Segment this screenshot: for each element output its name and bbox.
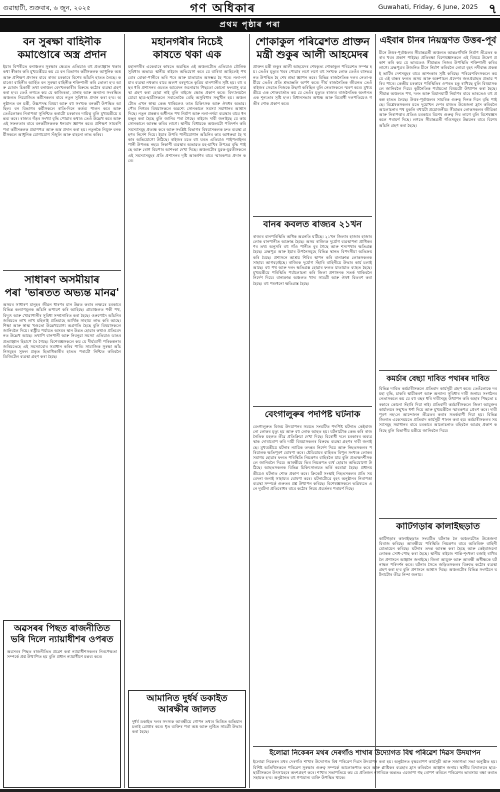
article-body: অসমৰ সাধাৰণ মানুহৰ জীৱন ধাৰণৰ মান উন্নত কৰাৰ লক্ষ্যৰে চৰকাৰে বিভিন্ন কল্যাণমূলক আঁচনি ৰূপায়ণ কৰি আহিছে। গ্ৰামাঞ্চলত পকী পথ, বিদ্যুৎ আৰু খোৱাপানীৰ সুবিধা সম্প্ৰসাৰিত কৰা হৈছে। ওৰুণোদৈ আঁচনিৰ জৰিয়তে লাখ লাখ মহিলাই প্ৰতিমাহে আৰ্থিক সাহায্য লাভ কৰি আছে। শিক্ষা আৰু স্বাস্থ্য খণ্ডতো উল্লেখযোগ্য অগ্ৰগতি হৈছে বুলি বিষয়াসকলে জানিবলৈ দিয়ে। ৰাষ্ট্ৰীয় পৰ্যায়ত অসমৰ স্থান উন্নত হোৱাৰ কথাও প্ৰতিবেদনত উল্লেখ আছে। তথাপি বানপানী আৰু নিবনুৱা সমস্যা এতিয়াও ডাঙৰ প্ৰত্যাহ্বান হিচাপে ৰৈ গৈছে। বিশেষজ্ঞসকলে কয় যে দীৰ্ঘম্যাদী পৰিকল্পনাৰ জৰিয়তেহে এই সমস্যাবোৰ সমাধান কৰিব পাৰি। সামাজিক সুৰক্ষা আঁচনিসমূহৰ সুফল প্ৰকৃত হিতাধিকাৰীৰ হাতত পৰাটো নিশ্চিত কৰিবলৈ ডিজিটেল ব্যৱস্থা গ্ৰহণ কৰা হৈছে। [3,302,121,360]
article-headline: কাটিগড়াৰ কালাইছড়াত [396,522,480,532]
section-title-bar: প্ৰথম পৃষ্ঠাৰ পৰা [0,18,500,32]
article-body: কাটিগড়াৰ কালাইছড়াত সংঘটিত ঘটনাক লৈ অঞ্চলটোত উত্তেজনা বিৰাজ কৰিছে। আৰক্ষীয়ে পৰিস্থিতি নিয়ন্ত্ৰণৰ বাবে অতিৰিক্ত বাহিনী মোতায়েন কৰিছে। ঘটনাৰ তদন্ত আৰম্ভ কৰা হৈছে আৰু কেইবাজনো লোকক সোধ-পোছ কৰা হৈছে। স্থানীয় ৰাইজে শান্তি-শৃংখলা বজাই ৰাখিবলৈ প্ৰশাসনে আহ্বান জনাইছে। জিলা আয়ুক্ত আৰু আৰক্ষী অধীক্ষকে ঘটনাস্থল পৰিদৰ্শন কৰে। ঘটনাৰ সৈতে জড়িতসকলৰ বিৰুদ্ধে কঠোৰ ব্যৱস্থা গ্ৰহণ কৰা হ'ব বুলি প্ৰশাসনে আশ্বাস দিছে। অঞ্চলটোৰ বিভিন্ন সংগঠনে ঘটনাটোৰ তীব্ৰ নিন্দা জনায়। [379,535,497,578]
article-body: বেংগালুৰুত বিজয় উদযাপনৰ সময়ত সংঘটিত পদপিষ্ট ঘটনাত কেইবাজনো লোকৰ মৃত্যু হয় আৰু বহু লোক আহত হয়। ঘটনাটোক কেন্দ্ৰ কৰি ৰাজনৈতিক মহলত তীব্ৰ প্ৰতিক্ৰিয়া দেখা দিছে। বিৰোধী দলে চৰকাৰৰ অব্যৱস্থাক দোষাৰোপ কৰি দায়ী বিষয়াসকলৰ বিৰুদ্ধে ব্যৱস্থা গ্ৰহণৰ দাবী জনাইছে। মুখ্যমন্ত্ৰীয়ে ঘটনাৰ ন্যায়িক তদন্তৰ নিৰ্দেশ দিয়ে আৰু নিহতসকলৰ পৰিয়ালক ক্ষতিপূৰণ ঘোষণা কৰে। ষ্টেডিয়ামৰ বাহিৰত বিপুল সংখ্যক লোকৰ সমাগম হোৱাৰ ফলত পৰিস্থিতি নিয়ন্ত্ৰণৰ বাহিৰলৈ যায় বুলি প্ৰত্যক্ষদৰ্শীসকলে জানিবলৈ দিয়ে। আৰক্ষীয়ে ভিৰ নিয়ন্ত্ৰণত ব্যৰ্থ হোৱাৰ অভিযোগো উঠিছে। আহতসকলক বিভিন্ন চিকিৎসালয়ত ভৰ্তি কৰোৱা হৈছে। প্ৰধানমন্ত্ৰীয়েও ঘটনাত শোক প্ৰকাশ কৰে। ক্ৰিকেট সংস্থাই নিহতসকলৰ প্ৰতি সমবেদনা জনাই সাহায্যৰ ঘোষণা কৰে। ঘটনাটোৱে বৃহৎ অনুষ্ঠানৰ নিৰাপত্তা ব্যৱস্থা সম্পৰ্কে গুৰুতৰ প্ৰশ্ন উত্থাপন কৰিছে। বিশেষজ্ঞসকলে ভৱিষ্যতে এনে দুৰ্ঘটনা প্ৰতিৰোধৰ বাবে কঠোৰ নিয়ম প্ৰৱৰ্তনৰ পৰামৰ্শ দিছে। [253,423,372,492]
article-headline: অৱসৰৰ পিছত ৰাজনীতিত ভৰি দিলে ন্যায়াধীশৰ ওপৰত [10,624,114,645]
article-body: বিভিন্ন দাবিত কৰ্মচাৰীসকলে প্ৰতিবাদ কাৰ্যসূচী গ্ৰহণ কৰে। তেওঁলোকে দৰমহা বৃদ্ধি, চাকৰি স্থায়ীকৰণ আৰু অন্যান্য সুবিধাৰ দাবী জনায়। সংগঠনৰ নেতাসকলে কয় যে বহু বছৰ ধৰি দাবীসমূহ উত্থাপন কৰি অহাৰ পিছতো চৰকাৰে কোনো সঁহাৰি দিয়া নাই। প্ৰতিবাদী কৰ্মচাৰীসকলে জিলা আয়ুক্তৰ কাৰ্যালয়ৰ সন্মুখত ধৰ্ণা দিয়ে আৰু মুখ্যমন্ত্ৰীলৈ স্মাৰকপত্ৰ প্ৰেৰণ কৰে। দাবী পূৰণ নহ'লে আন্দোলন তীব্ৰতৰ কৰাৰ সতৰ্কবাণী দিয়া হয়। বিভিন্ন জিলাত একেসময়তে প্ৰতিবাদ কাৰ্যসূচী পালন কৰা হয়। কৰ্মচাৰীসকলৰ সমস্যাসমূহ সমাধানৰ বাবে চৰকাৰে আলোচনাত বহিবলৈ আগ্ৰহ প্ৰকাশ কৰিছে বুলি বিভাগীয় মন্ত্ৰীয়ে জানিবলৈ দিয়ে। [379,386,497,433]
article-headline: বন সুৰক্ষা বাহিনীক কমাণ্ডোৰে অস্ত্ৰ প্ৰদান [17,36,107,61]
article-body: দুৰ্ধৰ্ষ ডকাইত দলৰ সদস্যক আৰক্ষীয়ে গোপন তথ্যৰ ভিত্তিত অভিযান চলাই গ্ৰেপ্তাৰ কৰে। ধৃত ব্যক্তিৰ পৰা অস্ত্ৰ আৰু লুণ্ঠিত সামগ্ৰী উদ্ধাৰ কৰা হৈছে। [132,718,242,734]
article-assam-people [3,274,121,612]
column-divider [249,34,250,788]
article-katigorah [379,522,497,738]
column-divider [124,34,125,788]
masthead-date-assamese: গুৱাহাটী, শুক্ৰবাৰ, ৬ জুন, ২০২৫ [3,4,91,12]
article-condolence [253,36,372,212]
article-body: প্ৰাক্তন মন্ত্ৰী শুকুৰ আলী আহমেদৰ শেষকৃত্য শোকাকুল পৰিৱেশত সম্পন্ন হয়। তেওঁৰ মৃত্যুৰ খবৰ পোৱাৰ লগে লগে বহু সংখ্যক লোক তেওঁৰ বাসভৱনত উপস্থিত হৈ শেষ শ্ৰদ্ধা জ্ঞাপন কৰে। বিভিন্ন ৰাজনৈতিক দলৰ নেতা-কৰ্মীয়ে তেওঁৰ প্ৰতি শ্ৰদ্ধাঞ্জলি অৰ্পণ কৰে। দীৰ্ঘ ৰাজনৈতিক জীৱনত তেওঁ ৰাইজৰ সেৱাত নিজকে উছৰ্গা কৰিছিল বুলি নেতাসকলে স্মৰণ কৰে। মুখ্যমন্ত্ৰীয়ে এক শোকবাৰ্তাত কয় যে তেওঁৰ মৃত্যুত ৰাজ্যৰ ৰাজনৈতিক অংগনত এক শূন্যতাৰ সৃষ্টি হ'ল। বিধানসভাৰ অধ্যক্ষ আৰু বিৰোধী দলপতিয়েও গভীৰ শোক প্ৰকাশ কৰে। [253,64,372,106]
article-headline: কমৰ্চাৰ বেছ্যা দাবিত পথাৰৰ দাবিত [386,374,490,383]
article-headline: শোকাকুল পৰিৱেশত প্ৰাক্তন মন্ত্ৰী শুকুৰ আলী আহমেদৰ [255,36,370,61]
column-divider [375,34,376,788]
article-headline: বানৰ কবলত ৰাজ্যৰ ২১খন [263,220,362,230]
article-headline: এইবাৰ চীনৰ নিয়ন্ত্ৰণত উত্তৰ-পূৰ্ব [379,36,497,46]
article-bengaluru [253,410,372,742]
article-headline: আমানিত দুৰ্ধৰ্ষ ডকাইত আৰক্ষীৰ জালত [146,694,228,715]
divider [3,270,121,271]
article-flood [253,220,372,402]
article-body: ৰাজ্যৰ বানপৰিস্থিতি অধিক অৱনতি ঘটিছে। ২১খন জিলাৰ হাজাৰ হাজাৰ লোক বানপানীত আক্ৰান্ত হৈছে। অসম ৰাজ্যিক দুৰ্যোগ ব্যৱস্থাপনা প্ৰাধিকৰণৰ তথ্য অনুসৰি বহু গাঁও পানীত বুৰ গৈছে আৰু শস্যপথাৰ ক্ষতিগ্ৰস্ত হৈছে। ব্ৰহ্মপুত্ৰ আৰু ইয়াৰ উপনৈসমূহে বিভিন্ন স্থানত বিপদসীমা অতিক্ৰম কৰি বৈছে। প্ৰশাসনে আশ্ৰয় শিবিৰ স্থাপন কৰি বানাক্ৰান্ত লোকসকলক সাহায্য আগবঢ়াইছে। ৰাজ্যিক দুৰ্যোগ সঁহাৰি বাহিনীয়ে উদ্ধাৰ কাৰ্য চলাই আছে। বহু পথ আৰু দলং ক্ষতিগ্ৰস্ত হোৱাৰ ফলত যাতায়াত ব্যাহত হৈছে। মুখ্যমন্ত্ৰীয়ে পৰিস্থিতি পৰ্যালোচনা কৰি জিলা প্ৰশাসনক সতৰ্ক থাকিবলৈ নিৰ্দেশ দিয়ে। বানাক্ৰান্ত অঞ্চলত খাদ্য সামগ্ৰী আৰু ঔষধ বিতৰণ কৰা হৈছে। বহু পশুধনো ক্ষতিগ্ৰস্ত হৈছে। [253,233,372,286]
divider [379,370,497,371]
page-number: ৭ [488,2,497,17]
article-headline: ইলোৱা নিকেৰন মথৰ দেৰগাঁও শাখাৰ উদ্যোগত বিশ্ব পৰিৱেশ দিৱস উদযাপন [269,749,481,757]
article-headline: মহানগৰীৰ নিচেই কাষতে থকা এক [151,36,223,61]
masthead-date-english: Guwahati, Friday, 6 June, 2025 [378,3,478,11]
article-china [379,36,497,366]
article-headline: বেংগালুৰুৰ পদপিষ্ট ঘটনাক [264,410,361,420]
article-opposition [3,620,121,788]
article-body: অৱসৰৰ পিছত ৰাজনীতিত প্ৰৱেশ কৰা ন্যায়াধীশসকলৰ নিৰপেক্ষতা সম্পৰ্কে প্ৰশ্ন উত্থাপিত হয় বুলি প্ৰধান ন্যায়াধীশে মন্তব্য কৰে। [7,648,117,659]
divider [253,406,372,407]
article-body: ইলোৱা নিকেৰন মথৰ দেৰগাঁও শাখাৰ উদ্যোগত বিশ্ব পৰিৱেশ দিৱস উদযাপন কৰা হয়। অনুষ্ঠানত বৃক্ষৰোপণ কাৰ্যসূচী আৰু সজাগতা সভা অনুষ্ঠিত হয়। বিশিষ্ট অতিথিসকলে পৰিৱেশ সুৰক্ষাৰ গুৰুত্ব সম্পৰ্কে আলোকপাত কৰে আৰু প্লাষ্টিকৰ ব্যৱহাৰ হ্ৰাস কৰিবলৈ আহ্বান জনায়। স্থানীয় বিদ্যালয়ৰ ছাত্ৰ-ছাত্ৰীসকলে উৎসাহেৰে অংশগ্ৰহণ কৰে। শাখাৰ সভাপতিয়ে কয় যে প্ৰতিজন নাগৰিকে অন্ততঃ এজোপা গছ ৰোপণ কৰিলে পৰিৱেশৰ ভাৰসাম্য ৰক্ষা কৰাত সহায়ক হ'ব। অনুষ্ঠানত বহু গণ্যমান্য ব্যক্তি উপস্থিত থাকে। [253,759,497,780]
divider [253,216,372,217]
masthead [0,0,500,16]
article-headline: সাধাৰণ অসমীয়াৰ পৰা 'ভাৰতত অভ্যন্ত মানৱ' [4,274,120,299]
divider [379,518,497,519]
article-protest [379,374,497,514]
article-fraud [128,690,246,788]
article-forest-guard [3,36,121,266]
divider [253,746,497,747]
article-city-mess [128,36,246,676]
article-body: চীনে উত্তৰ-পূৰ্বাঞ্চলৰ সীমান্তৱৰ্তী অঞ্চলত আন্তঃগাঁথনি নিৰ্মাণ তীব্ৰতৰ কৰাৰ খবৰ প্ৰকাশ পাইছে। প্ৰতিৰক্ষা বিশেষজ্ঞসকলে এই বিষয়ে উদ্বেগ প্ৰকাশ কৰি কয় যে ভাৰতেও সীমান্তত নিজৰ উপস্থিতি শক্তিশালী কৰিব লাগে। ব্ৰহ্মপুত্ৰৰ উজনিত চীনে নিৰ্মাণ কৰিবলৈ লোৱা বৃহৎ নদীবান্ধ প্ৰকল্পই ভাটিৰ দেশসমূহৰ বাবে আশংকাৰ সৃষ্টি কৰিছে। পৰিৱেশবিদসকলে কয় যে এই বান্ধৰ ফলত অসম আৰু অৰুণাচল প্ৰদেশৰ জলপ্ৰৱাহত প্ৰভাৱ পৰিব পাৰে। কেন্দ্ৰীয় চৰকাৰে পৰিস্থিতিৰ ওপৰত চকু ৰাখিছে বুলি বিষয়াসকলে জানিবলৈ দিয়ে। কূটনৈতিক পৰ্যায়তো বিষয়টো উত্থাপন কৰা হৈছে। সীমান্ত অঞ্চলত পথ, দলং আৰু বিমানঘাটি নিৰ্মাণৰ বাবে ভাৰতেও বহু প্ৰকল্প হাতত লৈছে। উত্তৰ-পূৰ্বাঞ্চলৰ সামৰিক গুৰুত্ব দিনক দিনে বৃদ্ধি পাইছে। বিশ্লেষকসকলৰ মতে দুয়োখন দেশৰ মাজত উত্তেজনা হ্ৰাস কৰিবলৈ আলোচনাৰ পথ মুকলি ৰখাটো প্ৰয়োজনীয়। সীমান্তৰ লোকসকলৰ জীৱিকা আৰু নিৰাপত্তাৰ প্ৰতিও চৰকাৰে বিশেষ গুৰুত্ব দিব লাগে বুলি বিশেষজ্ঞসকলে পৰামৰ্শ দিছে। লগতে সীমান্তৱৰ্তী গাঁওসমূহৰ উন্নয়নৰ বাবে বিশেষ আঁচনি গ্ৰহণ কৰা হৈছে। [379,49,497,128]
article-environment-day [253,749,497,789]
article-body: ইয়াৰ বিপৰীতে বনাঞ্চলৰ সুৰক্ষাৰ ক্ষেত্ৰত এতিয়াও বহু প্ৰত্যাহ্বান থকাৰ কথা স্বীকাৰ কৰি মুখ্যমন্ত্ৰীয়ে কয় যে বন বিভাগৰ কৰ্মীসকলক আধুনিক অস্ত্ৰ আৰু প্ৰশিক্ষণ প্ৰদানৰ বাবে ৰাজ্য চৰকাৰে বিশেষ আঁচনি হাতত লৈছে। কমাণ্ডো বাহিনীৰ আৰ্হিত বন সুৰক্ষা বাহিনীক শক্তিশালী কৰি তোলা হ'ব আৰু চোৰাং চিকাৰী তথা বনাঞ্চল বেদখলকাৰীৰ বিৰুদ্ধে কঠোৰ ব্যৱস্থা গ্ৰহণ কৰা হ'ব। তেওঁ লগতে কয় যে কাজিৰঙা, মানাহ আৰু অন্যান্য সংৰক্ষিত অঞ্চলত নিয়োজিত কৰ্মীসকলৰ বাবে নতুন সুবিধাও প্ৰদান কৰা হ'ব। অনুষ্ঠানত বন মন্ত্ৰী, উচ্চপদস্থ বিষয়া আৰু বহু সংখ্যক বনকৰ্মী উপস্থিত আছিল। বন বিভাগৰ কৰ্মীসকলে ৰাতি-দিনে কৰ্তব্য পালন কৰে আৰু তেওঁলোকৰ নিৰাপত্তা সুনিশ্চিত কৰাটো চৰকাৰৰ দায়িত্ব বুলি মুখ্যমন্ত্ৰীয়ে মন্তব্য কৰে। ৰাজ্যৰ গঁড়ৰ সংখ্যা বৃদ্ধি পোৱাৰ কথাও তেওঁ উল্লেখ কৰে আৰু এই সফলতাৰ বাবে বনকৰ্মীসকলক ধন্যবাদ জ্ঞাপন কৰে। প্ৰশিক্ষণ সামৰণি পৰা কৰ্মীসকলক প্ৰমাণপত্ৰ আৰু অস্ত্ৰ প্ৰদান কৰা হয়। নতুনকৈ নিযুক্ত বনকৰ্মীসকলে আধুনিক যোগাযোগ সঁজুলি আৰু বাহনো লাভ কৰিব। [3,64,121,137]
article-body: মহানগৰীৰ একেবাৰে কাষতে অৱস্থিত এই অঞ্চলটোত এতিয়াও মৌলিক সুবিধাৰ অভাৱ। স্থানীয় ৰাইজে অভিযোগ কৰে যে বাৰিষা আহিলেই পথবোৰ বোকা-পানীৰে ভৰি পৰে আৰু যাতায়াত অসম্ভৱ হৈ পৰে। নলা-নৰ্দমাৰ ব্যৱস্থা নথকাৰ বাবে অলপ বৰষুণতে কৃত্ৰিম বানপানীৰ সৃষ্টি হয়। বহু বছৰ ধৰি প্ৰশাসনৰ ওচৰত আবেদন জনোৱাৰ পিছতো কোনো ফলপ্ৰসূ ব্যৱস্থা গ্ৰহণ কৰা হোৱা নাই বুলি ৰাইজে ক্ষোভ প্ৰকাশ কৰে। বিদ্যালয়লৈ যোৱা ছাত্ৰ-ছাত্ৰীসকলে সবাতোকৈ বেছি অসুবিধাৰ সন্মুখীন হয়। অঞ্চলটোত এখন স্বাস্থ্য কেন্দ্ৰ থাকিলেও তাত চিকিৎসক আৰু ঔষধৰ অভাৱ। পৌৰ নিগমৰ বিষয়াসকলে অৱশ্যে সোনকালে সমস্যা সমাধানৰ আশ্বাস দিছে। নতুন প্ৰকল্পৰ অধীনত পথ নিৰ্মাণ আৰু নলা-নৰ্দমা ব্যৱস্থাৰ বাবে ধন মঞ্জুৰ কৰা হৈছে বুলি জানিব পৰা গৈছে। ৰাইজে দাবী জনাইছে যে কাম সোনকালে আৰম্ভ কৰিব লাগে। স্থানীয় বিধায়কে অঞ্চলটো পৰিদৰ্শন কৰি সমস্যাসমূহ প্ৰত্যক্ষ কৰে আৰু সংশ্লিষ্ট বিভাগৰ বিষয়াসকলক দ্ৰুত ব্যৱস্থা গ্ৰহণৰ নিৰ্দেশ দিয়ে। ইয়াৰ উপৰি পানীযোগান আঁচনিৰ কাম আধৰুৱা হৈ থকাৰ অভিযোগো উঠিছে। ৰাইজৰ মতে বহু ঘৰত এতিয়াও পাইপলাইনৰ পানী উপলব্ধ নহয়। নিকাশী ব্যৱস্থাৰ অভাৱত মহ-মাখিৰ উপদ্ৰৱ বৃদ্ধি পাইছে আৰু ৰোগ বিয়পাৰ আশংকা দেখা দিছে। অঞ্চলটোৰ যুৱক-যুৱতীসকলে এই সমস্যাসমূহৰ প্ৰতি প্ৰশাসনৰ দৃষ্টি আকৰ্ষণৰ বাবে স্মাৰকপত্ৰ প্ৰদান কৰে। [128,64,246,163]
newspaper-title: গণ অধিকাৰ [190,1,256,15]
